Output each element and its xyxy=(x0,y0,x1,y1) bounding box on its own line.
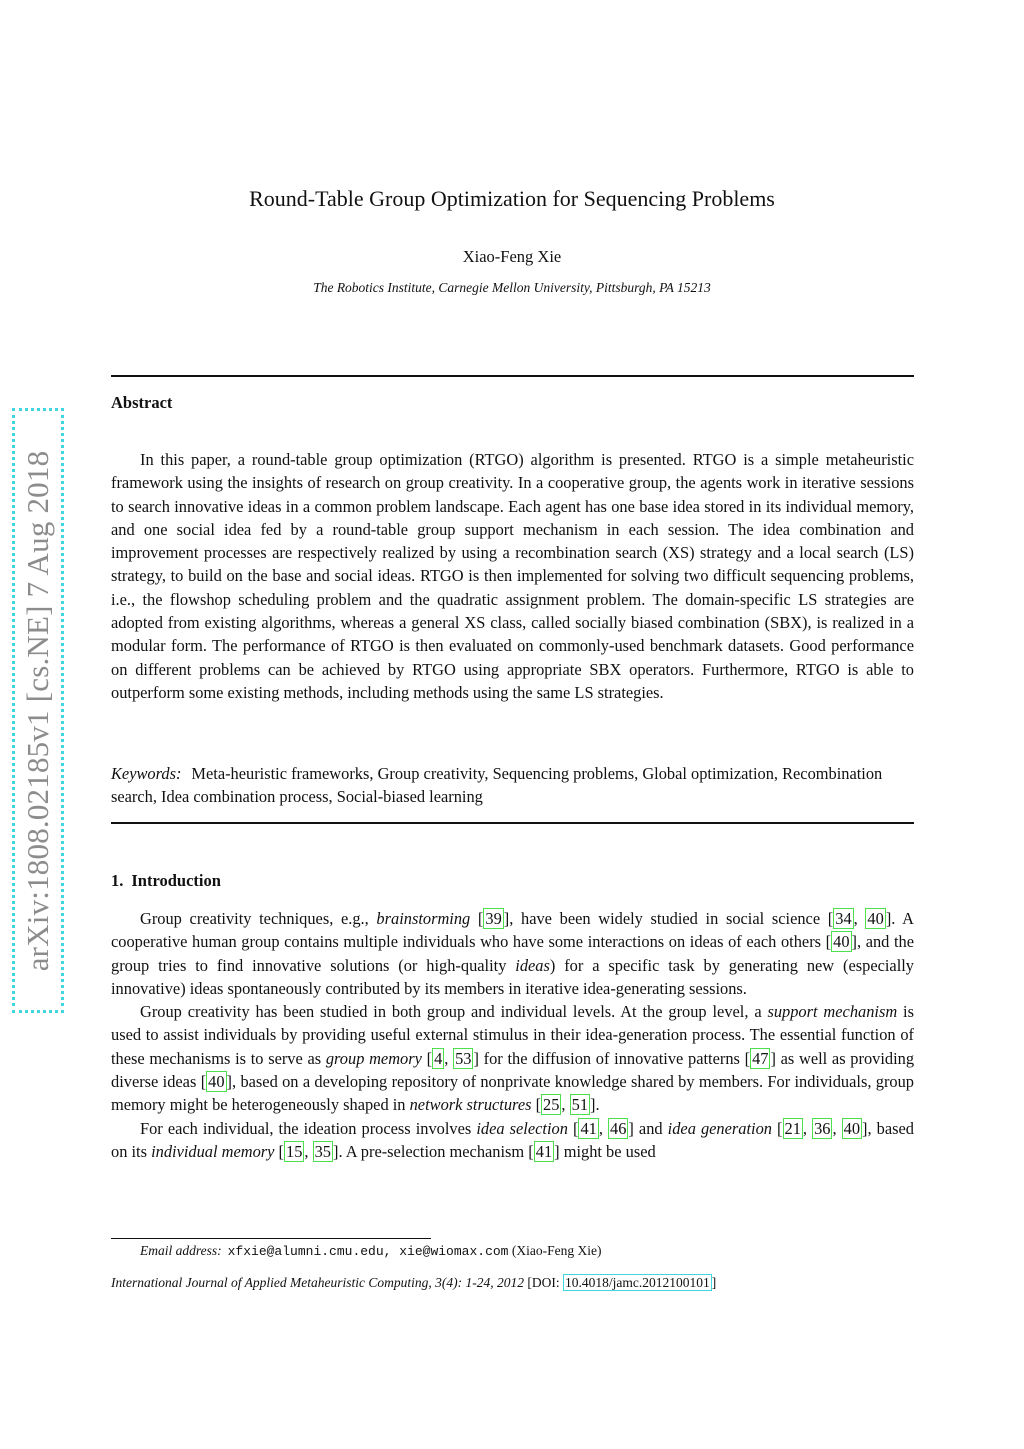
citation-link[interactable]: 41 xyxy=(535,1141,553,1161)
abstract-heading: Abstract xyxy=(111,393,173,412)
abstract-body xyxy=(111,448,914,704)
intro-paragraph-2: Group creativity has been studied in both group and individual levels. At the group level, a support mechanism is used to assist individuals by providing useful external stimulus in their idea-generation process. The essential function of these mechanisms is to serve as group memory [ 4 , 53 ] for the diffusion of innovative patterns [ 47 ] as well as providing diverse ideas [ 40 ], based on a developing repository of nonprivate knowledge shared by members. For individuals, group memory might be heterogeneously shaped in network structures [ 25 , 51 ]. xyxy=(111,1002,915,1115)
email-addresses[interactable]: xfxie@alumni.cmu.edu, xie@wiomax.com xyxy=(227,1244,509,1259)
citation-link[interactable]: 40 xyxy=(867,909,884,928)
citation-link[interactable]: 4 xyxy=(434,1048,443,1068)
abstract-text: In this paper, a round-table group optimization (RTGO) algorithm is presented. RTGO is a simple metaheuristic framework using the insights of research on group creativity. In a cooperative group, the agents work in iterative sessions to search innovative ideas in a common problem landscape. Each agent has one base idea stored in its individual memory, and one social idea fed by a round-table group support mechanism in each session. The idea combination and improvement processes are respectively realized by using a recombination search (XS) strategy and a local search (LS) strategy, to build on the base and social ideas. RTGO is then implemented for solving two difficult sequencing problems, i.e., the flowshop scheduling problem and the quadratic assignment problem. The domain-specific LS strategies are adopted from existing algorithms, whereas a general XS class, called socially biased combination (SBX), is realized in a modular form. The performance of RTGO is then evaluated on commonly-used benchmark datasets. Good performance on different problems can be achieved by RTGO using appropriate SBX operators. Furthermore, RTGO is able to outperform some existing methods, including methods using the same LS strategies. xyxy=(111,450,914,702)
abstract-top-rule xyxy=(111,375,914,377)
citation-link[interactable]: 35 xyxy=(314,1141,331,1161)
doi-close: ] xyxy=(711,1275,717,1290)
footnote-email xyxy=(140,1243,601,1259)
paper-title: Round-Table Group Optimization for Sequencing Problems xyxy=(249,186,775,211)
footnote-rule xyxy=(111,1238,431,1239)
citation-link[interactable]: 25 xyxy=(543,1095,560,1115)
citation-link[interactable]: 36 xyxy=(814,1118,831,1138)
footnote-name: (Xiao-Feng Xie) xyxy=(511,1243,602,1258)
section-title: Introduction xyxy=(131,871,221,890)
footnote-label: Email address: xyxy=(140,1243,222,1258)
citation-link[interactable]: 41 xyxy=(580,1118,597,1138)
paper-author: Xiao-Feng Xie xyxy=(462,247,562,266)
citation-link[interactable]: 39 xyxy=(485,909,502,928)
citation-link[interactable]: 21 xyxy=(784,1118,801,1138)
citation-link[interactable]: 40 xyxy=(208,1072,225,1092)
citation-link[interactable]: 15 xyxy=(286,1141,303,1161)
arxiv-identifier: arXiv:1808.02185v1 [cs.NE] 7 Aug 2018 xyxy=(20,450,55,971)
intro-paragraph-1: Group creativity techniques, e.g., brainstorming [ 39 ], have been widely studied in social science [ 34 , 40 ]. A cooperative human group contains multiple individuals who have some interactions on ideas of each others [ 40 ], and the group tries to find innovative solutions (or high-quality ideas) for a specific task by generating new (especially innovative) ideas spontaneously contributed by its members in iterative idea-generating sessions. xyxy=(111,909,915,998)
keywords xyxy=(111,762,914,809)
doi-link[interactable]: 10.4018/jamc.2012100101 xyxy=(564,1275,710,1290)
section-number: 1. xyxy=(111,871,124,890)
intro-paragraph-3: For each individual, the ideation process involves idea selection [ 41 , 46 ] and idea generation [ 21 , 36 , 40 ], based on its individual memory [ 15 , 35 ]. A pre-selection mechanism [ 41 ] might be used xyxy=(111,1118,914,1161)
section-heading-introduction xyxy=(111,871,221,891)
journal-name: International Journal of Applied Metaheuristic Computing, 3(4): 1-24, 2012 xyxy=(111,1275,524,1290)
citation-link[interactable]: 53 xyxy=(455,1048,472,1068)
citation-link[interactable]: 51 xyxy=(571,1095,589,1115)
citation-link[interactable]: 46 xyxy=(610,1118,627,1138)
abstract-bottom-rule xyxy=(111,822,914,824)
doi-label: [DOI: xyxy=(527,1275,560,1290)
keywords-text: Meta-heuristic frameworks, Group creativity, Sequencing problems, Global optimization, Recombination search, Idea combination process, Social-biased learning xyxy=(111,764,883,807)
citation-link[interactable]: 40 xyxy=(843,1118,861,1138)
introduction-body xyxy=(111,907,914,1163)
citation-link[interactable]: 40 xyxy=(833,932,850,952)
arxiv-side-stamp[interactable] xyxy=(12,408,64,1013)
author-affiliation: The Robotics Institute, Carnegie Mellon University, Pittsburgh, PA 15213 xyxy=(313,280,711,295)
journal-citation xyxy=(111,1275,716,1291)
keywords-label: Keywords: xyxy=(111,764,182,783)
citation-link[interactable]: 47 xyxy=(752,1048,769,1068)
citation-link[interactable]: 34 xyxy=(835,909,852,928)
